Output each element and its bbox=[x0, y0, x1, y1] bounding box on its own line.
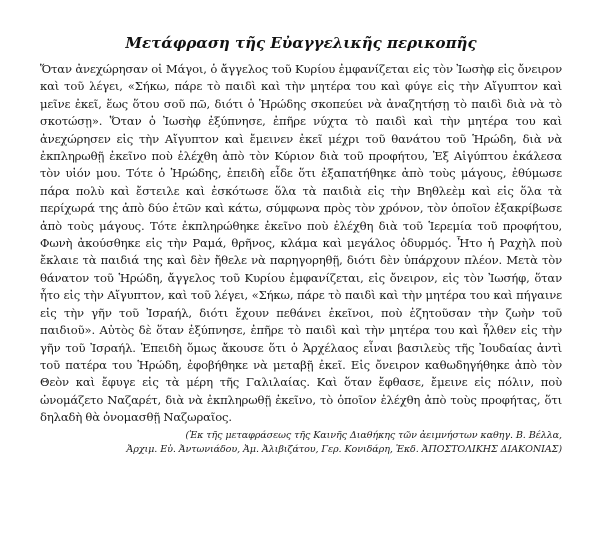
credit-line-2: Ἀρχιμ. Εὐ. Ἀντωνιάδου, Ἀμ. Ἀλιβιζάτου, Γερ. Κονιδάρη, Ἐκδ. ἈΠΟΣΤΟΛΙΚΗΣ ΔΙΑΚΟΝΙΑΣ) bbox=[126, 443, 562, 455]
credit-line-1: (Ἐκ τῆς μεταφράσεως τῆς Καινῆς Διαθήκης τῶν ἀειμνήστων καθηγ. Β. Βέλλα, bbox=[185, 429, 562, 441]
source-credit bbox=[40, 429, 562, 457]
gospel-translation-paragraph: Ὅταν ἀνεχώρησαν οἱ Μάγοι, ὁ ἄγγελος τοῦ Κυρίου ἐμφανίζεται εἰς τὸν Ἰωσὴφ εἰς ὄνειρον καὶ τοῦ λέγει, «Σήκω, πάρε τὸ παιδὶ καὶ τὴν μητέρα του καὶ φύγε εἰς τὴν Αἴγυπτον καὶ μεῖνε ἐκεῖ, ἕως ὅτου σοῦ πῶ, διότι ὁ Ἡρώδης σκοπεύει νὰ ἀναζητήσῃ τὸ παιδὶ διὰ νὰ τὸ σκοτώσῃ». Ὅταν ὁ Ἰωσὴφ ἐξύπνησε, ἐπῆρε νύχτα τὸ παιδὶ καὶ τὴν μητέρα του καὶ ἀνεχώρησεν εἰς τὴν Αἴγυπτον καὶ ἔμεινεν ἐκεῖ μέχρι τοῦ θανάτου τοῦ Ἡρώδη, διὰ νὰ ἐκπληρωθῇ ἐκεῖνο ποὺ ἐλέχθη ἀπὸ τὸν Κύριον διὰ τοῦ προφήτου, Ἐξ Αἰγύπτου ἐκάλεσα τὸν υἱόν μου. Τότε ὁ Ἡρώδης, ἐπειδὴ εἶδε ὅτι ἐξαπατήθηκε ἀπὸ τοὺς μάγους, ἐθύμωσε πάρα πολὺ καὶ ἔστειλε καὶ ἐσκότωσε ὅλα τὰ παιδιὰ εἰς τὴν Βηθλεὲμ καὶ εἰς ὅλα τὰ περίχωρά της ἀπὸ δύο ἐτῶν καὶ κάτω, σύμφωνα πρὸς τὸν χρόνον, τὸν ὁποῖον ἐξακρίβωσε ἀπὸ τοὺς μάγους. Τότε ἐκπληρώθηκε ἐκεῖνο ποὺ ἐλέχθη διὰ τοῦ Ἱερεμία τοῦ προφήτου, Φωνὴ ἀκούσθηκε εἰς τὴν Ραμά, θρῆνος, κλάμα καὶ μεγάλος ὀδυρμός. Ἦτο ἡ Ραχὴλ ποὺ ἔκλαιε τὰ παιδιά της καὶ δὲν ἤθελε νὰ παρηγορηθῇ, διότι δὲν ὑπάρχουν πλέον. Μετὰ τὸν θάνατον τοῦ Ἡρώδη, ἄγγελος τοῦ Κυρίου ἐμφανίζεται, εἰς ὄνειρον, εἰς τὸν Ἰωσήφ, ὅταν ἦτο εἰς τὴν Αἴγυπτον, καὶ τοῦ λέγει, «Σήκω, πάρε τὸ παιδὶ καὶ τὴν μητέρα του καὶ πήγαινε εἰς τὴν γῆν τοῦ Ἰσραήλ, διότι ἔχουν πεθάνει ἐκεῖνοι, ποὺ ἐζητοῦσαν τὴν ζωὴν τοῦ παιδιοῦ». Αὐτὸς δὲ ὅταν ἐξύπνησε, ἐπῆρε τὸ παιδὶ καὶ τὴν μητέρα του καὶ ἦλθεν εἰς τὴν γῆν τοῦ Ἰσραήλ. Ἐπειδὴ ὅμως ἄκουσε ὅτι ὁ Ἀρχέλαος εἶναι βασιλεὺς τῆς Ἰουδαίας ἀντὶ τοῦ πατέρα του Ἡρώδη, ἐφοβήθηκε νὰ μεταβῇ ἐκεῖ. Εἰς ὄνειρον καθωδηγήθηκε ἀπὸ τὸν Θεὸν καὶ ἔφυγε εἰς τὰ μέρη τῆς Γαλιλαίας. Καὶ ὅταν ἔφθασε, ἔμεινε εἰς πόλιν, ποὺ ὠνομάζετο Ναζαρέτ, διὰ νὰ ἐκπληρωθῇ ἐκεῖνο, τὸ ὁποῖον ἐλέχθη ἀπὸ τοὺς προφήτας, ὅτι δηλαδὴ θὰ ὀνομασθῇ Ναζωραῖος. bbox=[40, 62, 562, 425]
document-page bbox=[40, 34, 562, 457]
document-title: Μετάφραση τῆς Εὐαγγελικῆς περικοπῆς bbox=[125, 34, 477, 52]
